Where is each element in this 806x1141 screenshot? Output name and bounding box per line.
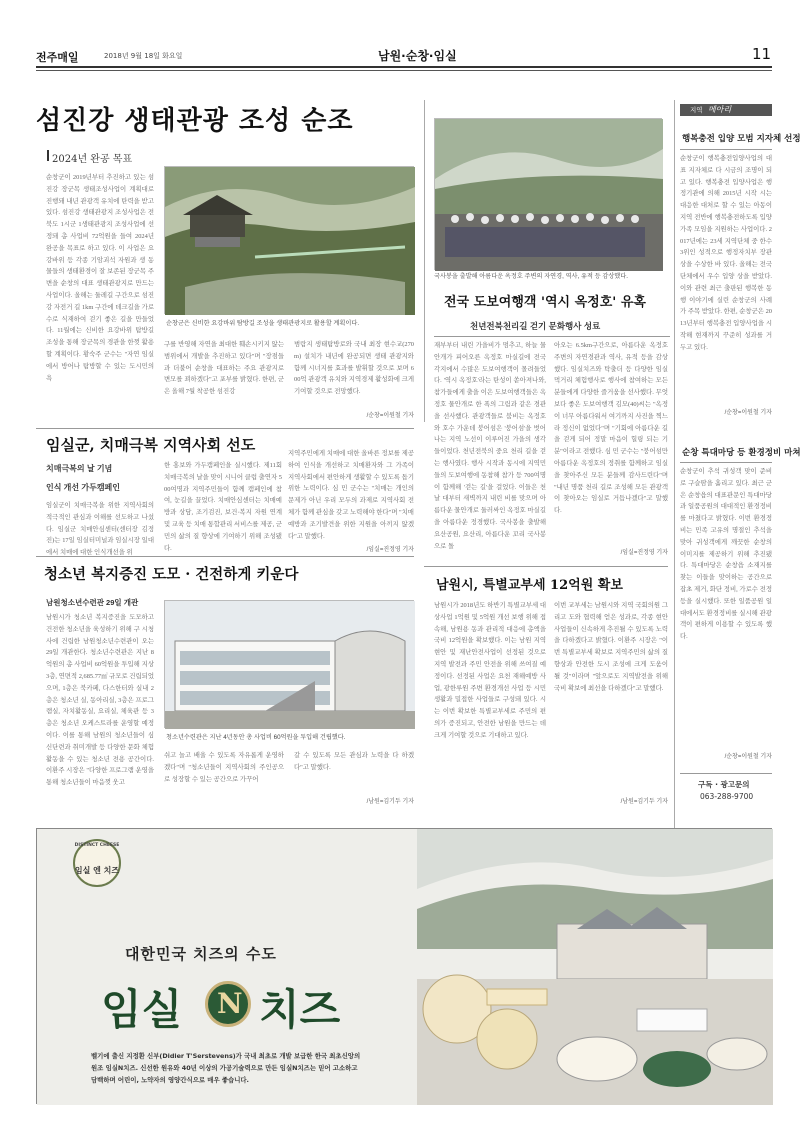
article1-subhead: 2024년 완공 목표 [52, 154, 133, 165]
sidebar-byline-1: /순창=이원철 기자 [724, 410, 772, 416]
article3-headline: 임실군, 치매극복 지역사회 선도 [46, 436, 256, 454]
article1-subhead-rule [47, 150, 49, 161]
article1-col2: 구를 반영해 자연을 최대한 훼손시키지 않는 범위에서 개발을 추진하고 있다"며 "장점들과 더불어 순창을 대표하는 주요 관광지로 변모를 꾀하겠다"고 포부를 밝혔다. 한편, 군은 올해 7월 착공한 섬진강 [164, 341, 284, 396]
article5-headline: 남원시, 특별교부세 12억원 확보 [436, 578, 623, 593]
article4-byline: /남원=김기두 기자 [366, 799, 414, 805]
ad-desc-line3: 담백하며 어린이, 노약자의 영양간식으로 매우 좋습니다. [91, 1076, 249, 1084]
article3-sub1: 치매극복의 날 기념 [46, 464, 113, 473]
sidebar-title-rule [680, 149, 772, 150]
sidebar-body-1: 순창군이 행복충전입양사업의 대표 지자체로 다 시금의 조명이 되고 있다. 행복충전 입양사업은 행정기관에 의해 2015년 시작 시는 대응한 대처로 할 수 있는 아동이 지역 전반에 행복충전하도록 입양 가족 모임을 지원하는 사업이다. 2017년에는 23세 지역단체 중 한수 3위인 성적으로 행정자치부 장관상을 수상한 바 있다. 올해는 전국 단체에서 우수 입양 상을 받았다. 이와 관련 최근 출판된 행복한 동행 이야기에 실린 순창군의 사례가 주목 받았다. 한편, 순창군은 2013년부터 행복충전 입양사업을 시작해 현재까지 꾸준히 성과를 거두고 있다. [680, 155, 772, 351]
sidebar-body-2: 순창군이 추석 귀성객 맞이 준비로 구슬땀을 흘리고 있다. 최근 군은 순창읍의 대표관문인 특대마당과 일품공원의 대대적인 환경정비를 마쳤다고 밝혔다. 이번 환경정비는 민족 고유의 명절인 추석을 맞아 귀성객에게 깨끗한 순창의 이미지를 제공하기 위해 추진됐다. 특대마당은 순창읍 소재지를 찾는 이들을 맞이하는 공간으로 잡초 제거, 화단 정비, 가로수 전정 등을 실시했다. 또한 일품공원 일대에서도 환경정비를 실시해 관광객이 편하게 이용할 수 있도록 했다. [680, 468, 772, 641]
masthead-date: 2018년 9월 18일 화요일 [104, 52, 183, 60]
article4-photo [164, 600, 414, 728]
article1-photo-caption: 순창군은 신비한 요강바위 탐방길 조성을 생태관광지로 활용할 계획이다. [166, 320, 360, 327]
ad-title-right: 치즈 [259, 985, 341, 1034]
article1-col3: 범람지 생태탐방로와 국내 최장 현수교(270m) 설치가 내년에 완공되면 생태 관광지와 함께 시너지를 효과를 발휘할 것으로 보며 600억 관광객 유치와 지역경제 활성화에 크게 기여할 것으로 전망했다. [294, 341, 414, 396]
article1-col1: 순창군이 2019년부터 추진하고 있는 섬진강 장군목 생태조성사업이 계획대로 진행돼 내년 관광객 유치에 탄력을 받고 있다. 섬진강 생태관광지 조성사업은 전북도 1시군 1생태관광지 조성사업에 선정돼 총 사업비 72억원을 들여 2024년 완공을 목표로 하고 있다. 이 사업은 요강바위 등 각종 기암괴석 자원과 생 동물들의 생태환경이 잘 보존된 장군목 주변을 순창의 대표 생태관광지로 만드는 사업이다. 올해는 둘레길 구간으로 섬진강 자전거 길 1km 구간에 데크길을 가로수로 식재하여 걷기 좋은 길을 만들었다. 11월에는 신비한 요강바위 탐방길 조성을 통해 장군목의 경관을 한껏 활용할 계획이다. 황숙주 군수는 "자연 임실에서 방어나 탐방할 수 있는 도시민의 욕 [46, 174, 154, 382]
article2-subhead: 천년전북천리길 걷기 문화행사 성료 [470, 321, 601, 331]
sidebar-label-2: 메아리 [708, 105, 732, 114]
article4-col2: 쉬고 놀고 배울 수 있도록 자유롭게 운영하겠다"며 "청소년들이 지역사회의 주인공으로 성장할 수 있는 공간으로 가꾸어 [164, 752, 284, 783]
ad-title-mid: N [217, 987, 243, 1020]
header-rule-thin [36, 70, 772, 71]
ad-logo-text: 임실 엔 치즈 [74, 866, 120, 875]
header-rule [36, 66, 772, 68]
subscribe-phone: 063-288-9700 [700, 792, 754, 801]
ad-slogan: 대한민국 치즈의 수도 [125, 945, 277, 963]
article3-top-rule [36, 428, 414, 429]
sidebar-divider [674, 100, 675, 830]
article3-col3: 지역주민에게 치매에 대한 올바른 정보를 제공하여 인식을 개선하고 치매환자와 그 가족이 지역사회에서 편안하게 생활할 수 있도록 돕기 위한 노력이다. 심 민 군수는 "치매는 개인의 문제가 아닌 우리 모두의 과제로 지역사회 전체가 함께 관심을 갖고 노력해야 한다"며 "치매예방과 조기발견을 위한 지원을 아끼지 않겠다"고 말했다. [288, 450, 414, 540]
col-divider [424, 100, 425, 422]
article5-byline: /남원=김기두 기자 [620, 799, 668, 805]
page-number: 11 [752, 45, 772, 63]
subscribe-rule [680, 773, 772, 774]
masthead-paper-name: 전주매일 [36, 51, 79, 64]
ad-desc-line2: 원조 임실N치즈. 신선한 원유와 40년 이상의 가공기술력으로 만든 임실N치즈는 믿어 고소하고 [91, 1064, 358, 1072]
sidebar-label: 지역 [690, 106, 703, 114]
ad-title-left: 임실 [101, 985, 183, 1034]
article2-headline: 전국 도보여행객 '역시 옥정호' 유혹 [444, 295, 646, 310]
sidebar-title-2-rule [680, 462, 772, 463]
article3-byline: /임실=진정영 기자 [366, 547, 414, 553]
article4-photo-caption: 청소년수련관은 지난 4년동안 총 사업비 60억원을 투입해 건립했다. [166, 734, 346, 741]
article5-col1: 남원시가 2018년도 하반기 특별교부세 대상사업 1억원 및 5억원 개선 보행 위해 접속해, 남원용 동과 관리적 대응에 총액을 국비 12억원을 확보했다. 이는 남원 지역현안 및 재난안전사업이 선정된 것으로 지역 발전과 주민 안전을 위해 쓰여질 예정이다. 선정된 사업은 요천 재해예방 사업, 광한루원 주변 환경개선 사업 등 시민 생활과 밀접한 사업들로 구성돼 있다. 시는 이번 확보한 특별교부세로 주민의 편의가 증진되고, 안전한 남원을 만드는 데 크게 기여할 것으로 기대하고 있다. [434, 602, 546, 739]
article2-col2: 아오는 6.5km구간으로, 아름다운 옥정호 주변의 자연경관과 역사, 유적 등을 감상했다. 임실치즈와 탁출더 등 다양한 임실 먹거리 체험행사로 행사에 참여하는 모든 분들에게 다양한 즐거움을 선사했다. 무엇보다 좋은 도보여행객 김모(40)씨는 "옥정이 너무 아름다워서 여기까지 사진을 찍느라 정신이 없었다"며 "기회에 아름다운 길을 걷게 되어 정말 마음이 힐링 되는 기분"이라고 전했다. 심 민 군수는 "붕어섬만 아름다운 옥정호의 정취를 함께하고 임실을 찾아주신 모든 분들께 감사드린다"며 "내년 명품 천리 길로 조성해 모든 관광객이 찾아오는 임실로 거듭나겠다"고 말했다. [554, 342, 668, 515]
section-title: 남원·순창·임실 [378, 49, 457, 63]
article1-photo [164, 166, 414, 314]
sidebar-title-2: 순창 특대마당 등 환경정비 마쳐 [682, 448, 801, 458]
article3-col1: 임실군이 치매극복을 위한 지역사회의 적극적인 관심과 이해를 선도하고 나섰다. 임실군 치매안심센터(센터장 김정진)는 17일 임실터미널과 임실시장 일대에서 치매에 대한 인식개선을 위 [46, 502, 154, 557]
article2-col1: 재부부터 내린 가을비가 멈추고, 하늘 물안개가 피어오른 옥정호 마실길에 전국 각지에서 수많은 도보여행객이 몰려들었다. '역시 옥정호'라는 탄성이 쏟아져나와, 참가들에게 출을 이은 도보여행객들은 옥정호 물안개로 한 폭의 그림과 같은 경관을 선사했다. 관광객들로 붐비는 옥정호와 호수 가운데 붕어섬은 '붕어섬'을 벗어나는 지역 노선이 이루어진 가을의 생각들이었다. 천년전북의 중요 천리 길을 걷는 행사였다. 행사 시작과 동시에 지역민들의 도보여행에 동참해 참가 등 700여명이 함께해 '걷는 길'을 걸었다. 이들은 천 날 대부터 새벽까지 내린 비를 맞으며 아름다운 물안개로 둘러싸인 옥정호 마실길을 아름다운 정경했다. 국사봉을 출발해 요산공원, 요산리, 아름다운 꼬리 국사봉으로 돌 [434, 342, 546, 550]
subscribe-label: 구독 · 광고문의 [698, 780, 750, 789]
article3-col2: 한 홍보와 가두캠페인을 실시했다. 제11회 치매극복의 날을 맞이 시니어 클럽 출연자 500여명과 지역주민들이 함께 캠페인에 참여, 눈길을 끌었다. 치매안심센터는 치매예방과 상담, 조기검진, 보건·복지 자원 연계 및 교육 등 치매 통합관리 서비스를 제공, 군민의 삶의 질 향상에 기여하기 위해 조성됐다. [164, 462, 282, 552]
sidebar-byline-2: /순창=이원철 기자 [724, 754, 772, 760]
article4-sub1: 남원청소년수련관 29일 개관 [46, 598, 139, 607]
article4-col3: 갈 수 있도록 모든 관심과 노력을 다 하겠다"고 말했다. [294, 752, 414, 771]
article4-top-rule [36, 556, 414, 557]
article4-headline: 청소년 복지증진 도모 · 건전하게 키운다 [44, 566, 299, 583]
article2-byline: /임실=진정영 기자 [620, 550, 668, 556]
ad-desc-line1: 벨기에 출신 지정환 신부(Didier T'Serstevens)가 국내 최초로 개발 보급한 한국 최초신앙의 [91, 1052, 361, 1060]
ad-logo-brand: DISTINCT CHEESE [74, 843, 120, 848]
article2-photo [434, 118, 662, 270]
article2-subhead-rule [434, 336, 670, 337]
sidebar-title: 행복충전 입양 모범 지자체 선정 [682, 134, 801, 144]
article5-col2: 이번 교부세는 남원시와 지역 국회의원 그리고 도와 협력해 얻은 성과로, 각종 현안 사업들이 신속하게 추진될 수 있도록 노력을 다하겠다고 밝혔다. 이환주 시장은 "이번 특별교부세 확보로 지역주민의 삶의 질 향상과 안전한 도시 조성에 크게 도움이 될 것"이라며 "앞으로도 지역발전을 위해 국비 확보에 최선을 다하겠다"고 말했다. [554, 602, 668, 692]
article1-headline: 섬진강 생태관광 조성 순조 [36, 106, 354, 136]
article1-byline: /순창=이원철 기자 [366, 413, 414, 419]
article3-sub2: 인식 개선 가두캠페인 [46, 483, 120, 492]
article2-photo-caption: 국사봉을 출발해 아름다운 옥정호 주변의 자연경, 역사, 유적 등 감상했다. [434, 273, 628, 280]
cheese-ad[interactable] [36, 828, 772, 1104]
article5-top-rule [424, 566, 668, 567]
article4-col1: 남원시가 청소년 복지증진을 도모하고 건전한 청소년을 육성하기 위해 구 시청사에 건립한 남원청소년수련관이 오는 29일 개관한다. 청소년수련관은 지난 8억원의 총 사업비 60억원을 투입해 지상3층, 연면적 2,685.77㎡ 규모로 건립되었으며, 1층은 북카페, 다스한터와 실내 2층은 청소년 실, 동아리실, 3층은 프로그램실, 자치활동실, 요리실, 체육관 등 3층은 청소년 오케스트라를 운영할 예정이다. 이를 통해 남원의 청소년들이 심신단련과 취미개발 등 다양한 문화 체험 활동을 수 있는 청소년 전용 공간이다. 이환주 시장은 "다양한 프로그램 운영을 통해 청소년들이 마음껏 웃고 [46, 614, 154, 787]
